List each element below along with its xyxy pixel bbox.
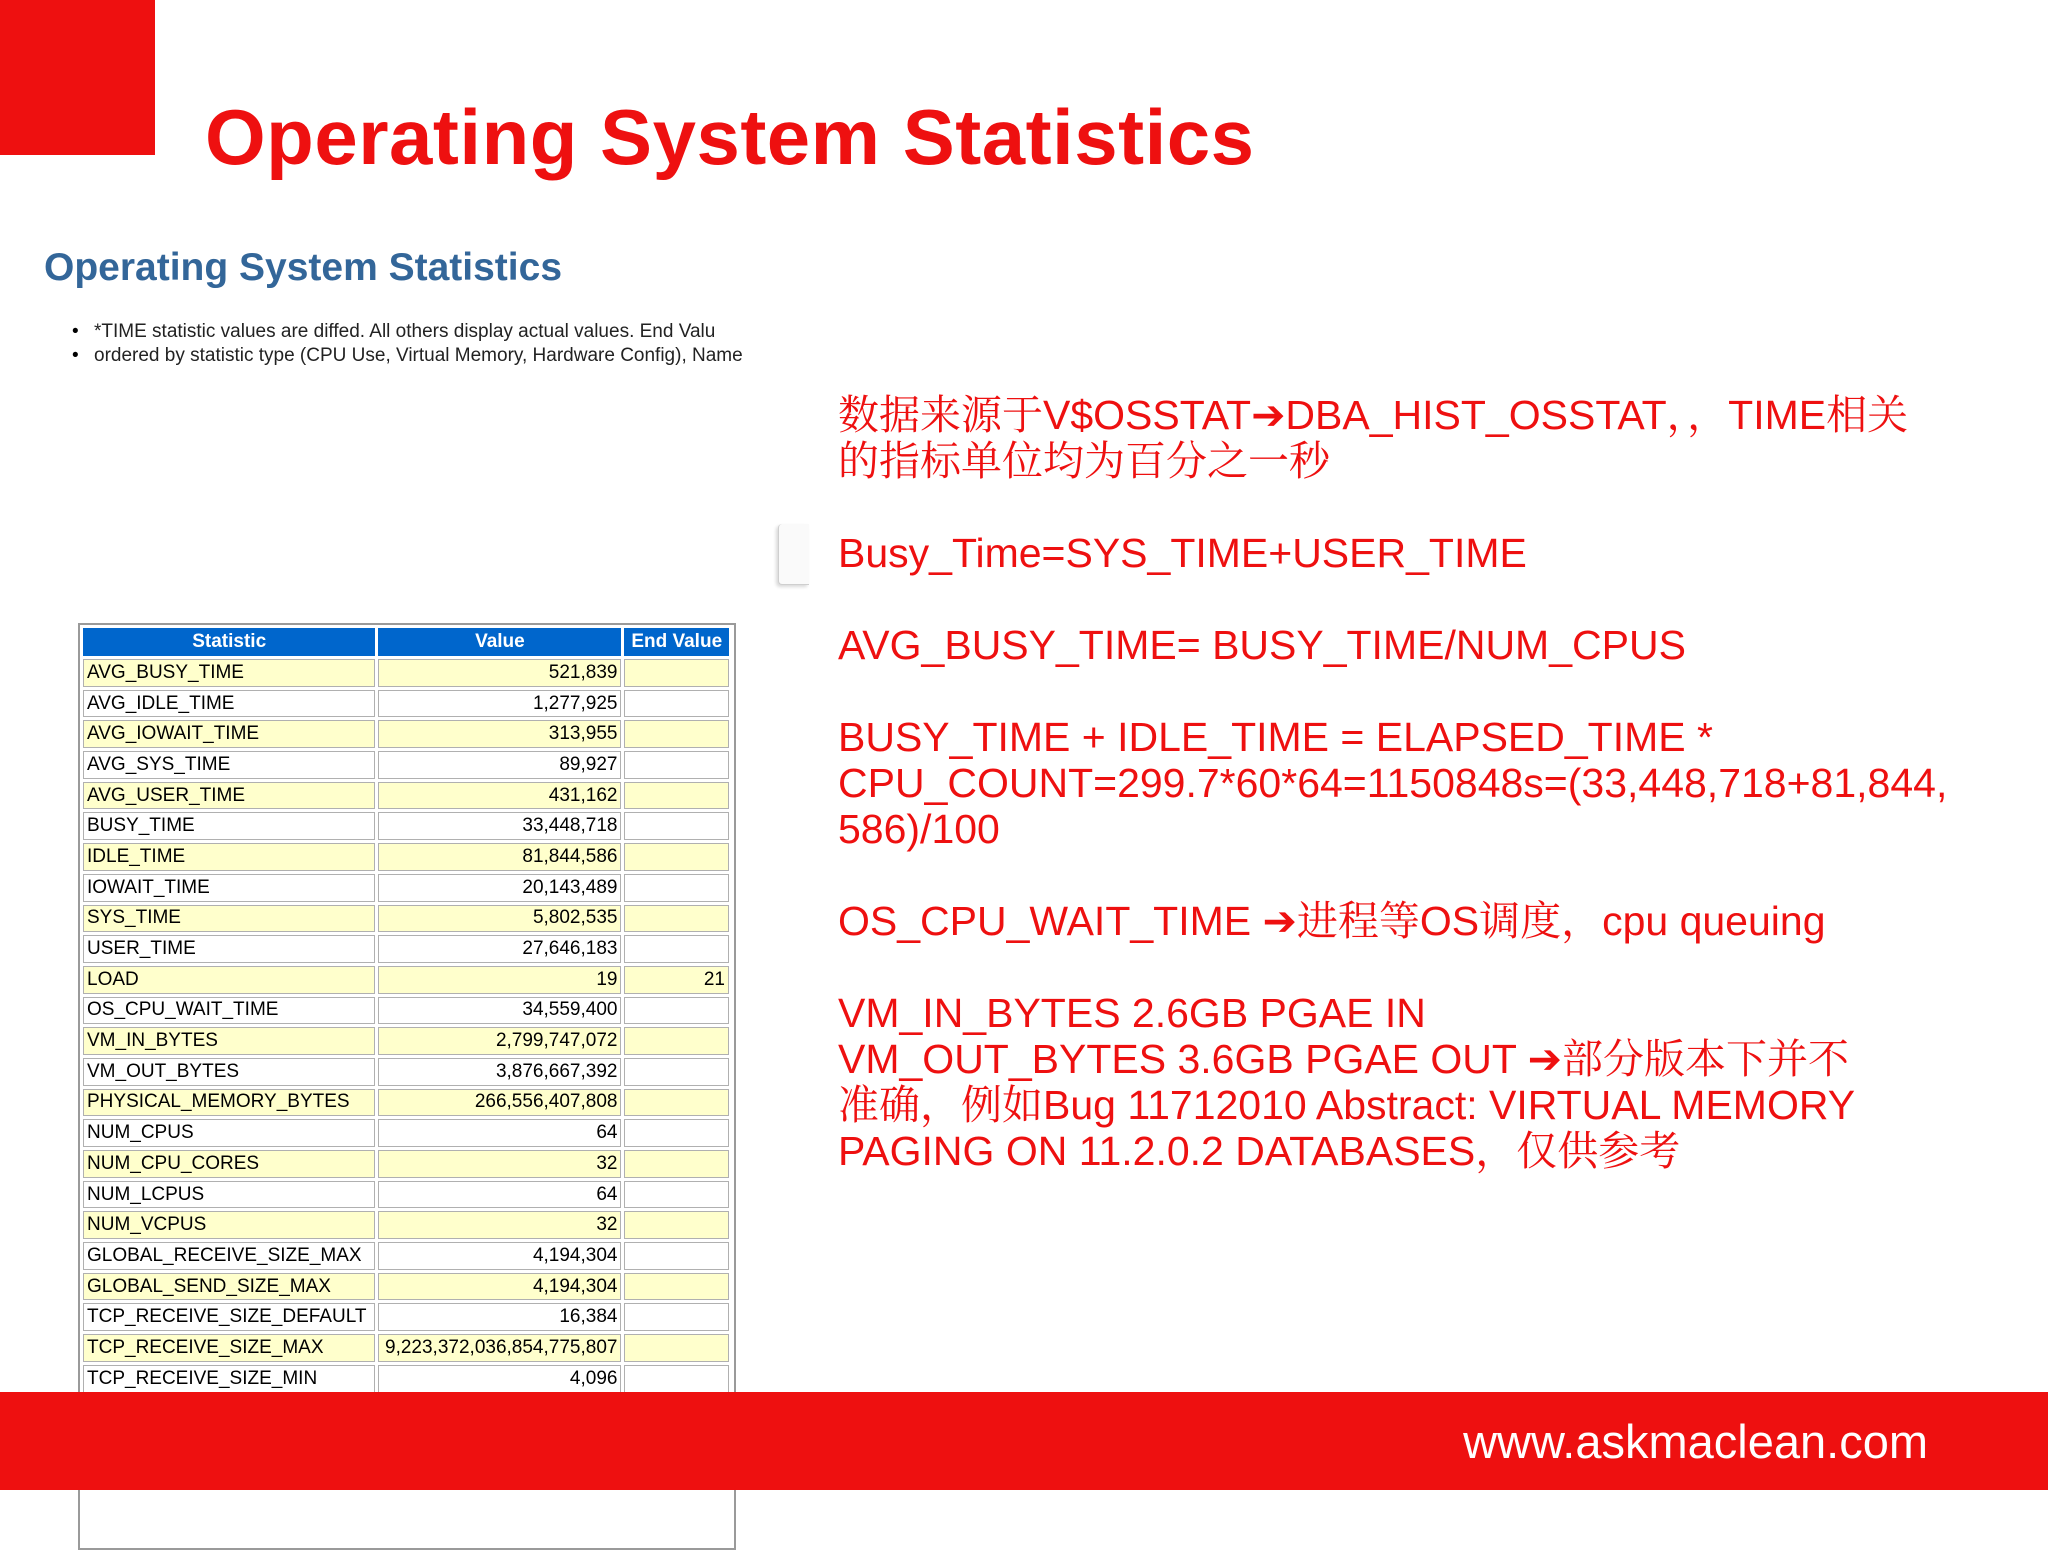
cell-statistic: AVG_IDLE_TIME <box>83 690 375 718</box>
report-title: Operating System Statistics <box>44 246 563 289</box>
cell-value: 4,194,304 <box>378 1242 621 1270</box>
note-line: VM_OUT_BYTES 3.6GB PGAE OUT ➔部分版本下并不 <box>838 1036 1849 1082</box>
popup-edge-tab[interactable] <box>778 524 809 585</box>
cell-value: 32 <box>378 1211 621 1239</box>
cell-statistic: AVG_BUSY_TIME <box>83 659 375 687</box>
note-spacer <box>838 852 2018 898</box>
table-row <box>83 812 729 840</box>
cell-value: 2,799,747,072 <box>378 1027 621 1055</box>
note-line: BUSY_TIME + IDLE_TIME = ELAPSED_TIME * <box>838 714 1713 760</box>
cell-value: 4,096 <box>378 1365 621 1393</box>
cell-value: 521,839 <box>378 659 621 687</box>
cell-value: 266,556,407,808 <box>378 1089 621 1117</box>
cell-end-value <box>624 874 729 902</box>
cell-value: 9,223,372,036,854,775,807 <box>378 1334 621 1362</box>
note-line: OS_CPU_WAIT_TIME ➔进程等OS调度，cpu queuing <box>838 898 1826 944</box>
cell-value: 4,194,304 <box>378 1273 621 1301</box>
cell-end-value <box>624 997 729 1025</box>
table-header-row <box>83 628 729 656</box>
cell-end-value <box>624 1303 729 1331</box>
table-row <box>83 843 729 871</box>
cell-statistic: NUM_CPU_CORES <box>83 1150 375 1178</box>
cell-end-value <box>624 1211 729 1239</box>
cell-statistic: GLOBAL_RECEIVE_SIZE_MAX <box>83 1242 375 1270</box>
cell-value: 32 <box>378 1150 621 1178</box>
cell-end-value: 21 <box>624 966 729 994</box>
table-row <box>83 1242 729 1270</box>
note-line: AVG_BUSY_TIME= BUSY_TIME/NUM_CPUS <box>838 622 1686 668</box>
slide-title: Operating System Statistics <box>205 93 1255 181</box>
note-spacer <box>838 576 2018 622</box>
cell-value: 64 <box>378 1119 621 1147</box>
cell-end-value <box>624 812 729 840</box>
column-header-end-value[interactable]: End Value <box>624 628 729 656</box>
table-row <box>83 1273 729 1301</box>
cell-statistic: AVG_IOWAIT_TIME <box>83 720 375 748</box>
cell-statistic: TCP_RECEIVE_SIZE_MIN <box>83 1365 375 1393</box>
cell-value: 20,143,489 <box>378 874 621 902</box>
report-note: • *TIME statistic values are diffed. All others display actual values. End Valu <box>94 320 814 344</box>
table-row <box>83 1365 729 1393</box>
cell-end-value <box>624 1150 729 1178</box>
cell-value: 1,277,925 <box>378 690 621 718</box>
note-line: 数据来源于V$OSSTAT➔DBA_HIST_OSSTAT，，TIME相关 <box>838 392 1909 438</box>
cell-statistic: OS_CPU_WAIT_TIME <box>83 997 375 1025</box>
note-line: VM_IN_BYTES 2.6GB PGAE IN <box>838 990 1426 1036</box>
cell-end-value <box>624 1119 729 1147</box>
cell-value: 89,927 <box>378 751 621 779</box>
cell-value: 19 <box>378 966 621 994</box>
table-row <box>83 905 729 933</box>
cell-statistic: USER_TIME <box>83 935 375 963</box>
note-line: 586)/100 <box>838 806 1000 852</box>
table-row <box>83 997 729 1025</box>
cell-end-value <box>624 1334 729 1362</box>
note-line: Busy_Time=SYS_TIME+USER_TIME <box>838 530 1527 576</box>
note-spacer <box>838 484 2018 530</box>
cell-statistic: TCP_RECEIVE_SIZE_MAX <box>83 1334 375 1362</box>
cell-value: 34,559,400 <box>378 997 621 1025</box>
cell-end-value <box>624 905 729 933</box>
note-line: 的指标单位均为百分之一秒 <box>838 438 1330 484</box>
cell-value: 3,876,667,392 <box>378 1058 621 1086</box>
cell-statistic: NUM_LCPUS <box>83 1181 375 1209</box>
table-row <box>83 659 729 687</box>
note-spacer <box>838 668 2018 714</box>
cell-statistic: TCP_RECEIVE_SIZE_DEFAULT <box>83 1303 375 1331</box>
cell-statistic: GLOBAL_SEND_SIZE_MAX <box>83 1273 375 1301</box>
cell-end-value <box>624 720 729 748</box>
cell-statistic: AVG_USER_TIME <box>83 782 375 810</box>
cell-end-value <box>624 1365 729 1393</box>
footer-url[interactable]: www.askmaclean.com <box>1463 1415 1928 1468</box>
table-row <box>83 720 729 748</box>
cell-value: 313,955 <box>378 720 621 748</box>
cell-end-value <box>624 935 729 963</box>
footer-bar <box>0 1392 2048 1490</box>
cell-value: 81,844,586 <box>378 843 621 871</box>
table-body <box>83 659 729 1485</box>
cell-end-value <box>624 1058 729 1086</box>
table-row <box>83 1027 729 1055</box>
corner-accent-block <box>0 0 155 155</box>
cell-value: 27,646,183 <box>378 935 621 963</box>
table-row <box>83 1119 729 1147</box>
cell-end-value <box>624 690 729 718</box>
table-row <box>83 966 729 994</box>
column-header-value[interactable]: Value <box>378 628 621 656</box>
os-stats-table <box>80 625 732 1488</box>
note-spacer <box>838 944 2018 990</box>
table-row <box>83 782 729 810</box>
cell-value: 431,162 <box>378 782 621 810</box>
column-header-statistic[interactable]: Statistic <box>83 628 375 656</box>
table-row <box>83 1181 729 1209</box>
cell-statistic: IDLE_TIME <box>83 843 375 871</box>
cell-statistic: SYS_TIME <box>83 905 375 933</box>
cell-statistic: LOAD <box>83 966 375 994</box>
table-row <box>83 1211 729 1239</box>
explanation-notes <box>838 392 2018 1174</box>
report-notes <box>94 320 814 368</box>
awr-report-screenshot <box>36 232 780 1389</box>
table-row <box>83 935 729 963</box>
table-row <box>83 1303 729 1331</box>
cell-end-value <box>624 1242 729 1270</box>
cell-value: 16,384 <box>378 1303 621 1331</box>
report-note: • ordered by statistic type (CPU Use, Virtual Memory, Hardware Config), Name <box>94 344 814 368</box>
cell-statistic: BUSY_TIME <box>83 812 375 840</box>
cell-statistic: VM_OUT_BYTES <box>83 1058 375 1086</box>
cell-value: 64 <box>378 1181 621 1209</box>
table-row <box>83 874 729 902</box>
table-row <box>83 1334 729 1362</box>
cell-statistic: AVG_SYS_TIME <box>83 751 375 779</box>
cell-end-value <box>624 1027 729 1055</box>
table-row <box>83 690 729 718</box>
cell-value: 5,802,535 <box>378 905 621 933</box>
cell-end-value <box>624 1089 729 1117</box>
cell-end-value <box>624 751 729 779</box>
note-line: PAGING ON 11.2.0.2 DATABASES，仅供参考 <box>838 1128 1681 1174</box>
cell-end-value <box>624 1273 729 1301</box>
cell-statistic: VM_IN_BYTES <box>83 1027 375 1055</box>
table-row <box>83 1058 729 1086</box>
cell-end-value <box>624 1181 729 1209</box>
cell-statistic: IOWAIT_TIME <box>83 874 375 902</box>
cell-value: 33,448,718 <box>378 812 621 840</box>
table-row <box>83 751 729 779</box>
cell-end-value <box>624 843 729 871</box>
table-row <box>83 1089 729 1117</box>
cell-statistic: NUM_CPUS <box>83 1119 375 1147</box>
note-line: CPU_COUNT=299.7*60*64=1150848s=(33,448,718+81,844, <box>838 760 1948 806</box>
note-line: 准确，例如Bug 11712010 Abstract: VIRTUAL MEMORY <box>838 1082 1856 1128</box>
table-row <box>83 1150 729 1178</box>
cell-statistic: PHYSICAL_MEMORY_BYTES <box>83 1089 375 1117</box>
cell-end-value <box>624 782 729 810</box>
cell-end-value <box>624 659 729 687</box>
cell-statistic: NUM_VCPUS <box>83 1211 375 1239</box>
